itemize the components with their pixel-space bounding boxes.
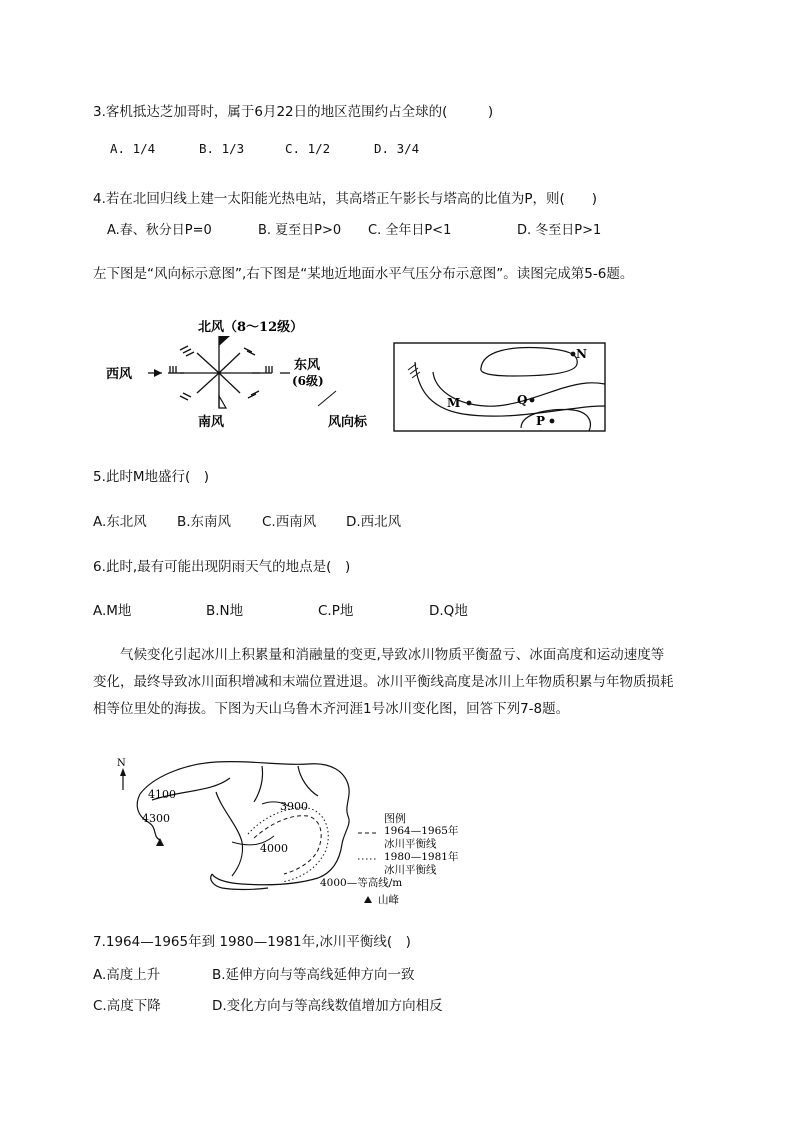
q3-option-b: B. 1/3 [199,141,245,156]
q6-option-b: B.N地 [206,603,244,619]
q6-stem: 6.此时,最有可能出现阴雨天气的地点是( ) [93,559,351,575]
q3-stem: 3.客机抵达芝加哥时，属于6月22日的地区范围约占全球的( ) [93,104,494,120]
q7-option-b: B.延伸方向与等高线延伸方向一致 [212,967,415,983]
paragraph-line: 气候变化引起冰川上积累量和消融量的变更,导致冰川物质平衡盈亏、冰面高度和运动速度等 [93,647,665,663]
glacier-north-label: N [117,758,126,769]
paragraph-line: 相等位里处的海拔。下图为天山乌鲁木齐河涯1号冰川变化图，回答下列7-8题。 [93,701,570,717]
contour-4000-label: 4000 [260,842,288,855]
point-q-label: Q [517,393,528,407]
q7-option-a: A.高度上升 [93,967,161,983]
q7-stem: 7.1964—1965年到 1980—1981年,冰川平衡线( ) [93,934,411,950]
legend-1981-line1: 1980—1981年 [384,851,459,863]
legend-1981-line2: 冰川平衡线 [384,864,437,876]
legend-peak: 山峰 [378,894,399,906]
point-p-label: P [536,414,546,428]
q3-option-d: D. 3/4 [374,141,420,156]
q5-option-d: D.西北风 [346,514,402,530]
q5-option-b: B.东南风 [177,514,232,530]
q7-option-d: D.变化方向与等高线数值增加方向相反 [212,998,443,1014]
legend-1965-line1: 1964—1965年 [384,825,459,837]
q5-option-c: C.西南风 [262,514,317,530]
legend-contour: 4000—等高线/m [320,877,403,889]
point-n-label: N [576,347,587,361]
q6-option-d: D.Q地 [429,603,468,619]
contour-3900-label: 3900 [280,800,308,813]
q5-option-a: A.东北风 [93,514,147,530]
glacier-figure [112,750,500,906]
q4-option-c: C. 全年日P<1 [368,223,452,238]
wind-east-level: (6级) [292,374,324,388]
wind-south-label: 南风 [198,415,225,430]
wind-caption: 风向标 [328,415,368,430]
point-m-label: M [447,396,461,410]
wind-east-label: 东风 [294,358,321,373]
wind-vane-figure [100,316,368,432]
wind-north-label: 北风（8～12级） [198,320,304,335]
contour-4100-label: 4100 [148,788,176,801]
q4-stem: 4.若在北回归线上建一太阳能光热电站，其高塔正午影长与塔高的比值为P，则( ) [93,191,598,207]
legend-title: 图例 [384,812,406,825]
q4-option-a: A.春、秋分日P=0 [107,223,212,238]
legend-1965-line2: 冰川平衡线 [384,838,437,850]
paragraph-line: 变化，最终导致冰川面积增减和末端位置进退。冰川平衡线高度是冰川上年物质积累与年物质损耗 [93,674,674,690]
q4-option-b: B. 夏至日P>0 [258,223,342,238]
q4-option-d: D. 冬至日P>1 [517,223,602,238]
glacier-paragraph [93,642,699,723]
q6-option-a: A.M地 [93,603,132,619]
intro-5-6: 左下图是“风向标示意图”,右下图是“某地近地面水平气压分布示意图”。读图完成第5-6题。 [93,266,634,282]
q7-option-c: C.高度下降 [93,998,161,1014]
wind-west-label: 西风 [106,367,133,382]
q3-option-c: C. 1/2 [285,141,331,156]
q6-option-c: C.P地 [318,603,354,619]
pressure-map-figure [393,342,607,434]
q3-option-a: A. 1/4 [110,141,156,156]
q5-stem: 5.此时M地盛行( ) [93,469,210,485]
contour-4300-label: 4300 [142,812,170,825]
